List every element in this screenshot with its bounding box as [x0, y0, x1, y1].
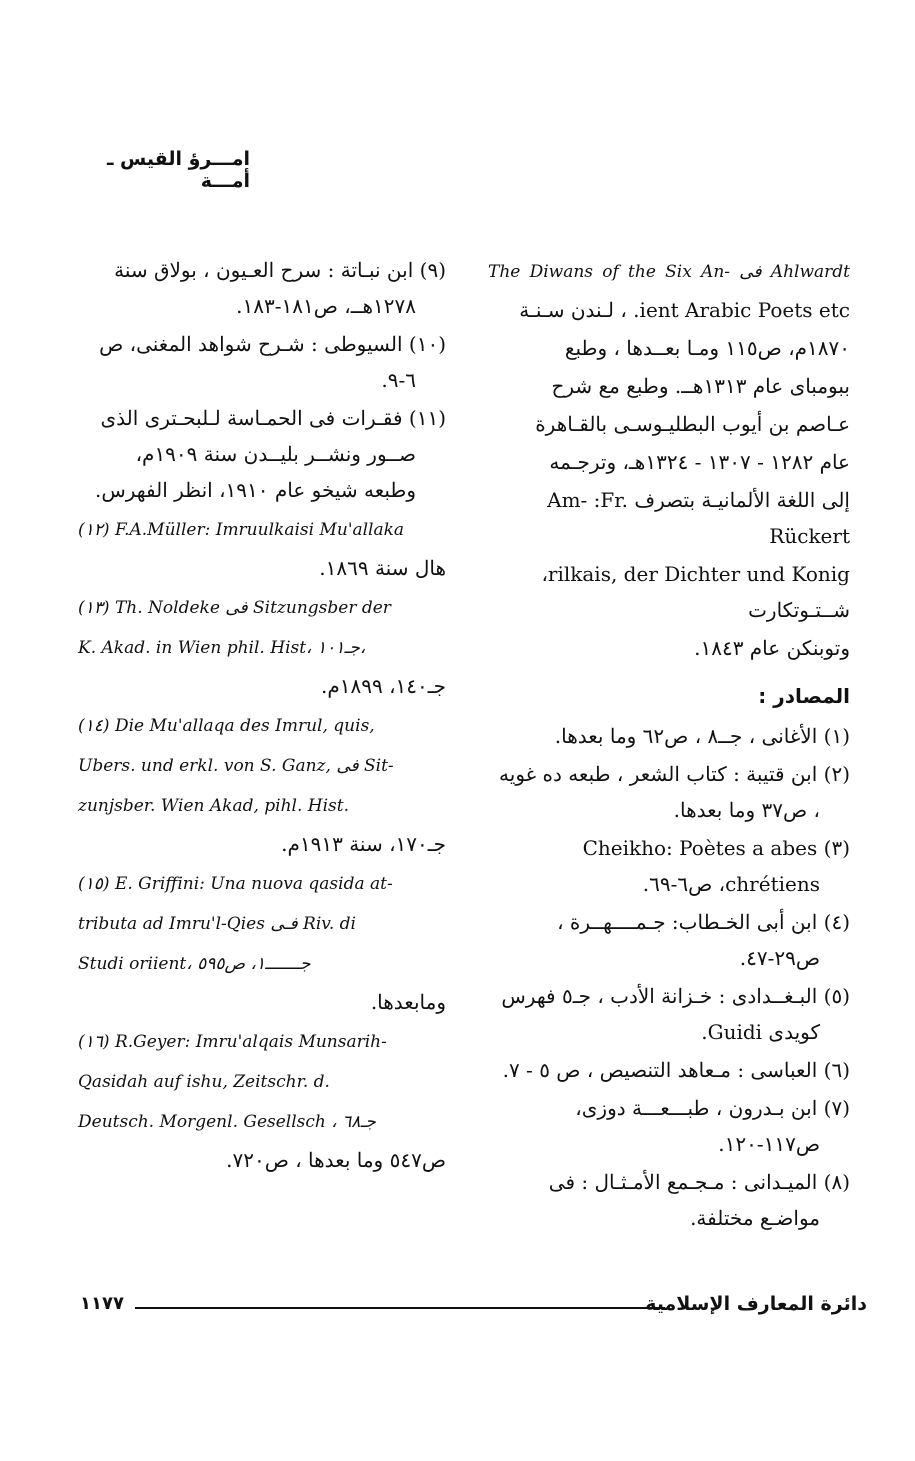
page-number: ١١٧٧	[80, 1293, 124, 1314]
source-item: (٧) ابن بـدرون ، طبـــعـــة دوزى، ص١١٧-١٢٠.	[575, 1096, 850, 1156]
intro-line-3: ١٨٧٠م، ص١١٥ ومـا بعــدها ، وطبع	[564, 336, 850, 360]
intro-line-6: عام ١٢٨٢ - ١٣٠٧ - ١٣٢٤هـ، وترجـمه	[549, 450, 850, 474]
right-column	[488, 252, 850, 1238]
intro-line-7: إلى اللغة الألمانيـة بتصرف Am- :Fr. Rückert	[547, 488, 850, 548]
footer-rule	[135, 1307, 665, 1309]
left-column	[78, 252, 446, 1180]
entry-12-arabic: هال سنة ١٨٦٩.	[319, 556, 446, 580]
source-item: (٨) الميـدانى : مـجـمع الأمـثـال : فى مواضـع مختلفة.	[548, 1170, 850, 1230]
source-item: (٢) ابن قتيبة : كتاب الشعر ، طبعه ده غويه ، ص٣٧ وما بعدها.	[499, 762, 850, 822]
entry-14-latin-2: Ubers. und erkl. von S. Ganz, فى Sit-	[78, 756, 394, 776]
intro-line-8: rilkais, der Dichter und Konig، شــتـوتكارت	[541, 562, 850, 622]
entry-15-latin-2: tributa ad Imru'l-Qies فـى Riv. di	[78, 914, 356, 934]
intro-line-4: ببومباى عام ١٣١٣هــ. وطبع مع شرح	[551, 374, 850, 398]
entry-15-latin-1: (١٥) E. Griffini: Una nuova qasida at-	[78, 874, 393, 894]
entry-12-latin: (١٢) F.A.Müller: Imruulkaisi Mu'allaka	[78, 520, 405, 540]
entry-16-latin-2: Qasidah auf ishu, Zeitschr. d.	[78, 1072, 330, 1092]
entry-16-latin-3: Deutsch. Morgenl. Gesellsch ، جـ٦٨	[78, 1112, 376, 1132]
intro-line-1: The Diwans of the Six An- فى Ahlwardt	[488, 262, 850, 282]
entry-16-arabic: ص٥٤٧ وما بعدها ، ص٧٢٠.	[226, 1148, 446, 1172]
entry-15-latin-3: Studi oriient، جـــــــ١، ص٥٩٥	[78, 954, 311, 974]
entry-15-arabic: ومابعدها.	[370, 990, 446, 1014]
source-item: (٥) البـغــدادى : خـزانة الأدب ، جـ٥ فهرس كويدى Guidi.	[501, 984, 850, 1044]
entry-14-arabic: جـ١٧٠، سنة ١٩١٣م.	[281, 832, 446, 856]
source-item: (٣) Cheikho: Poètes a abes chrétiens، ص٦-٦٩.	[582, 836, 850, 896]
source-item: (١) الأغانى ، جــ٨ ، ص٦٢ وما بعدها.	[554, 724, 850, 748]
source-item: (٤) ابن أبى الخـطاب: جـمــــهــرة ، ص٢٩-٤٧.	[557, 910, 850, 970]
entry-13-arabic: جـ١٤٠، ١٨٩٩م.	[321, 674, 446, 698]
source-item: (٦) العباسى : مـعاهد التنصيص ، ص ٥ - ٧.	[502, 1058, 850, 1082]
running-header: امـــرؤ القيس ـ أمـــة	[106, 148, 250, 192]
intro-line-2: ient Arabic Poets etc. ، لـندن سـنـة	[519, 298, 850, 322]
source-item: (٩) ابن نبـاتة : سرح العـيون ، بولاق سنة ١٢٧٨هــ، ص١٨١-١٨٣.	[114, 258, 446, 318]
entry-13-latin-2: K. Akad. in Wien phil. Hist، جـ١٠١،	[78, 638, 366, 658]
intro-line-5: عـاصم بن أيوب البطليـوسـى بالقـاهرة	[535, 412, 850, 436]
intro-line-9: وتوبنكن عام ١٨٤٣.	[694, 636, 850, 660]
entry-13-latin-1: (١٣) Th. Noldeke فى Sitzungsber der	[78, 598, 391, 618]
sources-heading: المصادر :	[758, 684, 850, 708]
entry-14-latin-1: (١٤) Die Mu'allaqa des Imrul, quis,	[78, 716, 375, 736]
source-item: (١٠) السيوطى : شـرح شواهد المغنى، ص ٦-٩.	[99, 332, 446, 392]
entry-14-latin-3: zunjsber. Wien Akad, pihl. Hist.	[78, 796, 350, 816]
entry-16-latin-1: (١٦) R.Geyer: Imru'alqais Munsarih-	[78, 1032, 387, 1052]
source-item: (١١) فقـرات فى الحمـاسة لـلبحـترى الذى صــور ونشــر بليــدن سنة ١٩٠٩م، وطبعه شيخو عام ١٩١٠، انظر الفهرس.	[95, 406, 446, 502]
encyclopedia-title: دائرة المعارف الإسلامية	[645, 1293, 867, 1315]
